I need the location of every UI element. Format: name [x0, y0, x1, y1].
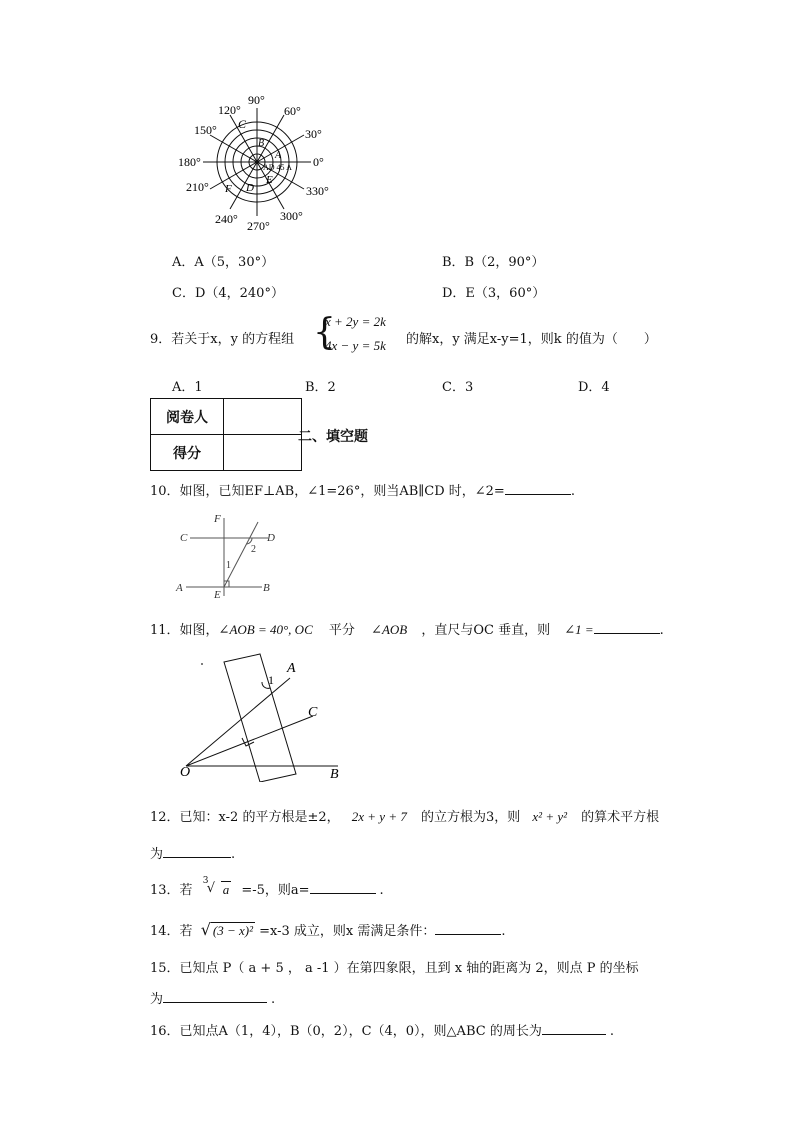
q8-option-d: D．E（3，60°） — [442, 286, 546, 301]
angle-label-0: 0° — [313, 155, 324, 169]
q10-label-a: A — [176, 582, 183, 594]
q12-text-4: 为 — [150, 847, 164, 862]
q16-period: . — [609, 1024, 614, 1039]
q14-radicand: (3 − x)² — [212, 923, 253, 938]
q11-label-1: 1 — [268, 673, 274, 687]
q9-equation-1: x + 2y = 2k — [325, 314, 386, 329]
q8-option-b: B．B（2，90°） — [442, 255, 545, 270]
q15-period: . — [271, 992, 276, 1007]
q10-period: . — [570, 484, 575, 499]
q13-radicand: a — [222, 882, 230, 897]
q11-math-3: ∠1 = — [564, 622, 594, 637]
q13-question — [150, 876, 384, 898]
q10-label-e: E — [214, 589, 221, 600]
q14-answer-blank[interactable] — [435, 920, 501, 935]
q12-question — [150, 806, 659, 825]
q8-option-c: C．D（4，240°） — [172, 286, 284, 301]
q11-period: . — [659, 623, 664, 638]
q15-line-1: 15．已知点 P（ a + 5 ， a -1 ）在第四象限，且到 x 轴的距离为 2，则点 P 的坐标 — [150, 961, 639, 976]
point-label-a: A — [275, 150, 282, 161]
q11-label-a: A — [287, 661, 296, 676]
q10-answer-blank[interactable] — [505, 480, 571, 495]
grading-table — [150, 398, 302, 471]
angle-label-270: 270° — [247, 219, 270, 233]
angle-label-300: 300° — [280, 209, 303, 223]
q9-option-b: B．2 — [305, 380, 336, 395]
point-label-d: D — [246, 182, 254, 194]
q15-line-2 — [150, 988, 275, 1007]
q10-question — [150, 480, 575, 499]
angle-label-210: 210° — [186, 180, 209, 194]
score-label: 得分 — [151, 435, 224, 471]
q11-label-c: C — [308, 705, 318, 720]
q11-label-b: B — [330, 767, 339, 782]
angle-label-330: 330° — [306, 184, 329, 198]
q12-answer-line — [150, 843, 235, 862]
q13-radical-sign: √ — [206, 881, 215, 896]
q12-math-1: 2x + y + 7 — [351, 809, 407, 824]
q13-answer-blank[interactable] — [310, 879, 376, 894]
q13-root-index: 3 — [202, 876, 209, 886]
polar-coordinate-figure — [170, 88, 340, 233]
q11-math-2: ∠AOB — [371, 622, 408, 637]
angle-label-30: 30° — [305, 127, 322, 141]
q9-equation-2: 4x − y = 5k — [325, 338, 386, 353]
q13-cube-root — [202, 876, 232, 898]
point-label-b: B — [258, 138, 265, 149]
q14-question — [150, 920, 506, 939]
angle-label-60: 60° — [284, 104, 301, 118]
q9-option-d: D．4 — [578, 380, 610, 395]
point-label-c: C — [238, 117, 247, 131]
q9-suffix: 的解x，y 满足x-y=1，则k 的值为（ ） — [406, 332, 657, 347]
section-title: 二、填空题 — [298, 429, 368, 445]
q12-period: . — [231, 847, 236, 862]
point-label-f: F — [225, 183, 232, 195]
angle-label-150: 150° — [194, 123, 217, 137]
q12-text-2: 的立方根为3，则 — [420, 810, 521, 825]
q8-option-a: A．A（5，30°） — [172, 255, 275, 270]
angle-label-240: 240° — [215, 212, 238, 226]
angle-label-90: 90° — [248, 93, 265, 107]
q15-answer-blank[interactable] — [163, 988, 267, 1003]
q14-sqrt — [201, 920, 255, 939]
q12-answer-blank[interactable] — [163, 843, 231, 858]
q14-radical-sign: √ — [200, 920, 211, 939]
q15-text-2: 为 — [150, 992, 164, 1007]
q14-text-2: =x-3 成立，则x 需满足条件： — [259, 924, 436, 939]
reviewer-label: 阅卷人 — [151, 399, 224, 435]
q11-answer-blank[interactable] — [594, 619, 660, 634]
q12-math-2: x² + y² — [532, 809, 568, 824]
polar-rays — [203, 108, 311, 216]
q10-label-b: B — [263, 582, 270, 594]
q11-figure — [178, 652, 348, 782]
q12-text-3: 的算术平方根 — [581, 810, 660, 825]
q9-option-c: C．3 — [442, 380, 474, 395]
reviewer-cell[interactable] — [224, 399, 302, 435]
point-label-e: E — [266, 174, 273, 186]
q13-period: . — [379, 883, 384, 898]
q11-text-3: ，直尺与OC 垂直，则 — [421, 623, 551, 638]
q10-text: 10．如图，已知EF⊥AB，∠1=26°，则当AB∥CD 时，∠2= — [150, 484, 505, 499]
q16-text: 16．已知点A（1，4），B（0，2），C（4，0），则△ABC 的周长为 — [150, 1024, 542, 1039]
q11-label-o: O — [180, 765, 191, 780]
q13-text-2: =-5，则a= — [241, 883, 310, 898]
small-labels: AD 45 A — [263, 163, 292, 172]
q16-answer-blank[interactable] — [542, 1020, 606, 1035]
q11-text-1: 11．如图， — [150, 623, 219, 638]
q11-question — [150, 619, 664, 638]
q10-label-1: 1 — [226, 560, 231, 571]
q10-label-c: C — [180, 532, 188, 544]
q14-period: . — [501, 924, 506, 939]
angle-label-120: 120° — [218, 103, 241, 117]
q11-math-1: ∠AOB = 40°, OC — [218, 622, 313, 637]
q9-prefix: 9．若关于x，y 的方程组 — [150, 332, 295, 347]
q13-text-1: 13．若 — [150, 883, 193, 898]
angle-label-180: 180° — [178, 155, 201, 169]
q16-question — [150, 1020, 614, 1039]
q10-label-f: F — [214, 513, 221, 525]
q10-label-d: D — [267, 532, 275, 544]
q14-text-1: 14．若 — [150, 924, 193, 939]
q9-option-a: A．1 — [172, 380, 203, 395]
q10-figure — [172, 510, 282, 600]
q10-label-2: 2 — [251, 544, 256, 555]
q11-text-2: 平分 — [328, 623, 355, 638]
q12-text-1: 12．已知：x-2 的平方根是±2， — [150, 810, 340, 825]
score-cell[interactable] — [224, 435, 302, 471]
q9-brace: { — [313, 312, 336, 353]
